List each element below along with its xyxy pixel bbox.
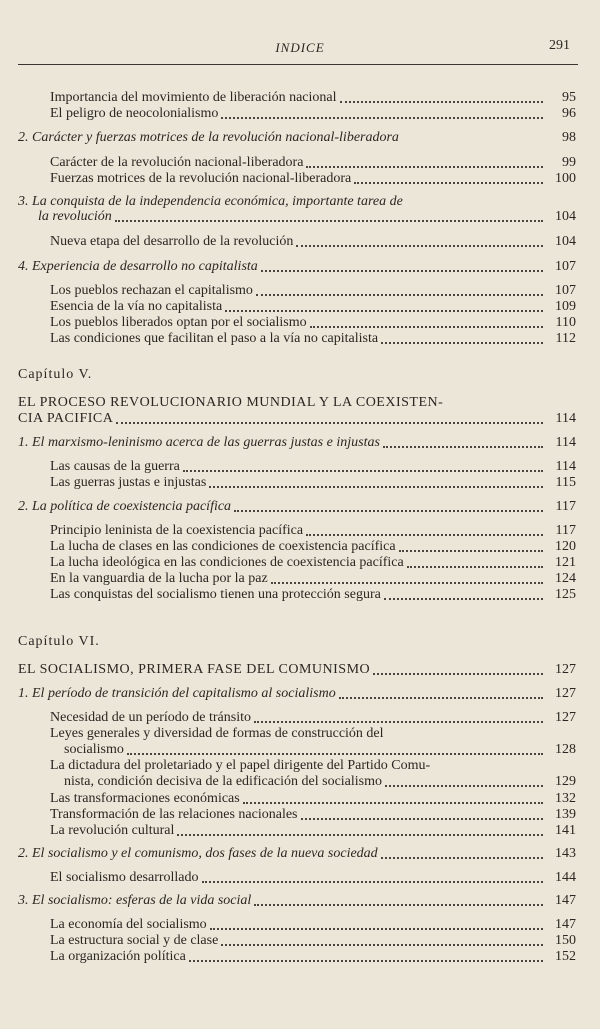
- toc-entry-title: El socialismo desarrollado: [50, 870, 199, 885]
- toc-entry-page-number: 114: [555, 435, 576, 450]
- toc-entry-title: Transformación de las relaciones nacionales: [50, 807, 298, 822]
- toc-entry-page-number: 127: [555, 686, 576, 701]
- dot-leader: [383, 436, 543, 448]
- dot-leader: [225, 300, 543, 312]
- toc-entry: [18, 891, 546, 909]
- dot-leader: [210, 918, 543, 930]
- dot-leader: [306, 156, 543, 168]
- toc-entry-title: La economía del socialismo: [50, 917, 207, 932]
- toc-entry-title: La lucha de clases en las condiciones de coexistencia pacífica: [50, 539, 396, 554]
- toc-entry: [18, 684, 546, 702]
- toc-entry-page-number: 107: [555, 259, 576, 274]
- toc-entry-page-number: 107: [555, 283, 576, 298]
- toc-entry-page-number: 141: [555, 823, 576, 838]
- toc-entry: [50, 868, 546, 886]
- toc-entry: [50, 821, 546, 839]
- toc-entry-page-number: 109: [555, 299, 576, 314]
- header-rule: [18, 64, 578, 65]
- dot-leader: [385, 775, 543, 787]
- toc-entry-title: Leyes generales y diversidad de formas de construcción del: [50, 726, 384, 741]
- dot-leader: [209, 476, 543, 488]
- toc-entry-page-number: 147: [555, 893, 576, 908]
- toc-entry-page-number: 127: [555, 662, 576, 677]
- dot-leader: [243, 792, 543, 804]
- toc-entry-page-number: 132: [555, 791, 576, 806]
- toc-entry-page-number: 98: [562, 130, 576, 145]
- toc-entry-page-number: 99: [562, 155, 576, 170]
- toc-entry-page-number: 104: [555, 209, 576, 224]
- toc-entry-page-number: 121: [555, 555, 576, 570]
- toc-entry-page-number: 114: [555, 459, 576, 474]
- toc-entry-title: Las conquistas del socialismo tienen una protección segura: [50, 587, 381, 602]
- toc-entry-page-number: 117: [555, 499, 576, 514]
- dot-leader: [373, 663, 543, 675]
- toc-entry: [18, 128, 546, 146]
- toc-entry: [18, 257, 546, 275]
- toc-entry-title: La lucha ideológica en las condiciones de coexistencia pacífica: [50, 555, 404, 570]
- toc-entry-page-number: 139: [555, 807, 576, 822]
- toc-entry-page-number: 120: [555, 539, 576, 554]
- running-header-page-number: 291: [549, 38, 570, 53]
- dot-leader: [384, 588, 543, 600]
- toc-entry-title: nista, condición decisiva de la edificación del socialismo: [64, 774, 383, 789]
- toc-entry-title: Los pueblos rechazan el capitalismo: [50, 283, 253, 298]
- toc-entry-title: CIA PACIFICA: [18, 411, 114, 426]
- toc-entry-title: Esencia de la vía no capitalista: [50, 299, 223, 314]
- toc-entry-page-number: 143: [555, 846, 576, 861]
- toc-entry-title: Fuerzas motrices de la revolución nacional-liberadora: [50, 171, 352, 186]
- toc-entry: [38, 207, 546, 225]
- dot-leader: [271, 572, 543, 584]
- toc-entry-page-number: 110: [555, 315, 576, 330]
- toc-entry-title: 3. La conquista de la independencia económica, importante tarea de: [18, 194, 403, 209]
- dot-leader: [381, 847, 543, 859]
- toc-entry: [50, 947, 546, 965]
- dot-leader: [339, 687, 543, 699]
- toc-entry: [50, 329, 546, 347]
- toc-entry-page-number: 144: [555, 870, 576, 885]
- toc-entry-page-number: 100: [555, 171, 576, 186]
- dot-leader: [183, 460, 543, 472]
- toc-entry-title: socialismo: [64, 742, 124, 757]
- toc-entry: [18, 409, 546, 427]
- toc-entry-page-number: 115: [555, 475, 576, 490]
- toc-entry: [50, 473, 546, 491]
- toc-entry-page-number: 96: [562, 106, 576, 121]
- toc-entry: [50, 232, 546, 250]
- toc-entry-title: La dictadura del proletariado y el papel dirigente del Partido Comu-: [50, 758, 431, 773]
- dot-leader: [116, 412, 543, 424]
- toc-entry-page-number: 117: [555, 523, 576, 538]
- running-header-title: INDICE: [275, 40, 325, 55]
- dot-leader: [254, 711, 543, 723]
- toc-entry: [64, 772, 546, 790]
- toc-entry: [18, 660, 546, 678]
- toc-entry-title: 3. El socialismo: esferas de la vida social: [18, 893, 252, 908]
- toc-entry: [18, 844, 546, 862]
- toc-entry-title: Las transformaciones económicas: [50, 791, 240, 806]
- toc-entry-title: 1. El marxismo-leninismo acerca de las guerras justas e injustas: [18, 435, 380, 450]
- dot-leader: [254, 894, 543, 906]
- chapter-heading: Capítulo VI.: [18, 634, 100, 649]
- toc-entry-page-number: 114: [555, 411, 576, 426]
- dot-leader: [261, 260, 543, 272]
- toc-entry-page-number: 112: [555, 331, 576, 346]
- toc-entry: [18, 497, 546, 515]
- toc-entry-page-number: 95: [562, 90, 576, 105]
- toc-entry-title: 2. La política de coexistencia pacífica: [18, 499, 232, 514]
- toc-entry-title: 2. Carácter y fuerzas motrices de la revolución nacional-liberadora: [18, 130, 399, 145]
- dot-leader: [202, 871, 543, 883]
- toc-entry-title: EL SOCIALISMO, PRIMERA FASE DEL COMUNISMO: [18, 662, 371, 677]
- toc-entry: [50, 585, 546, 603]
- dot-leader: [115, 210, 543, 222]
- toc-entry-title: EL PROCESO REVOLUCIONARIO MUNDIAL Y LA COEXISTEN-: [18, 395, 444, 410]
- toc-entry-title: La organización política: [50, 949, 186, 964]
- toc-entry-title: 1. El período de transición del capitalismo al socialismo: [18, 686, 336, 701]
- chapter-heading: Capítulo V.: [18, 367, 93, 382]
- toc-entry-title: En la vanguardia de la lucha por la paz: [50, 571, 268, 586]
- dot-leader: [306, 524, 543, 536]
- toc-entry-page-number: 124: [555, 571, 576, 586]
- toc-entry-page-number: 152: [555, 949, 576, 964]
- dot-leader: [256, 284, 543, 296]
- dot-leader: [381, 332, 543, 344]
- toc-entry-title: El peligro de neocolonialismo: [50, 106, 219, 121]
- toc-entry-title: Principio leninista de la coexistencia pacífica: [50, 523, 304, 538]
- toc-entry-page-number: 147: [555, 917, 576, 932]
- toc-entry-title: Importancia del movimiento de liberación nacional: [50, 90, 337, 105]
- toc-entry-title: Las condiciones que facilitan el paso a la vía no capitalista: [50, 331, 379, 346]
- toc-entry-title: Los pueblos liberados optan por el socialismo: [50, 315, 307, 330]
- dot-leader: [407, 556, 543, 568]
- toc-entry-page-number: 150: [555, 933, 576, 948]
- dot-leader: [301, 808, 543, 820]
- toc-entry-page-number: 127: [555, 710, 576, 725]
- toc-entry-title: Las causas de la guerra: [50, 459, 180, 474]
- toc-entry-title: La estructura social y de clase: [50, 933, 219, 948]
- toc-entry-title: la revolución: [38, 209, 112, 224]
- dot-leader: [354, 172, 543, 184]
- toc-entry-title: Las guerras justas e injustas: [50, 475, 207, 490]
- dot-leader: [127, 743, 543, 755]
- toc-entry: [50, 104, 546, 122]
- toc-entry-page-number: 128: [555, 742, 576, 757]
- toc-entry-title: Necesidad de un período de tránsito: [50, 710, 251, 725]
- dot-leader: [296, 235, 543, 247]
- dot-leader: [234, 500, 543, 512]
- toc-entry-page-number: 104: [555, 234, 576, 249]
- toc-entry-title: 4. Experiencia de desarrollo no capitalista: [18, 259, 258, 274]
- dot-leader: [399, 540, 543, 552]
- dot-leader: [221, 934, 543, 946]
- dot-leader: [189, 950, 543, 962]
- toc-entry: [50, 169, 546, 187]
- toc-entry: [18, 433, 546, 451]
- dot-leader: [177, 824, 543, 836]
- toc-entry-title: Carácter de la revolución nacional-liberadora: [50, 155, 304, 170]
- toc-entry-page-number: 129: [555, 774, 576, 789]
- toc-entry-page-number: 125: [555, 587, 576, 602]
- toc-entry-title: Nueva etapa del desarrollo de la revolución: [50, 234, 294, 249]
- dot-leader: [221, 107, 543, 119]
- toc-entry-title: La revolución cultural: [50, 823, 175, 838]
- dot-leader: [340, 91, 543, 103]
- dot-leader: [310, 316, 543, 328]
- toc-entry-title: 2. El socialismo y el comunismo, dos fases de la nueva sociedad: [18, 846, 378, 861]
